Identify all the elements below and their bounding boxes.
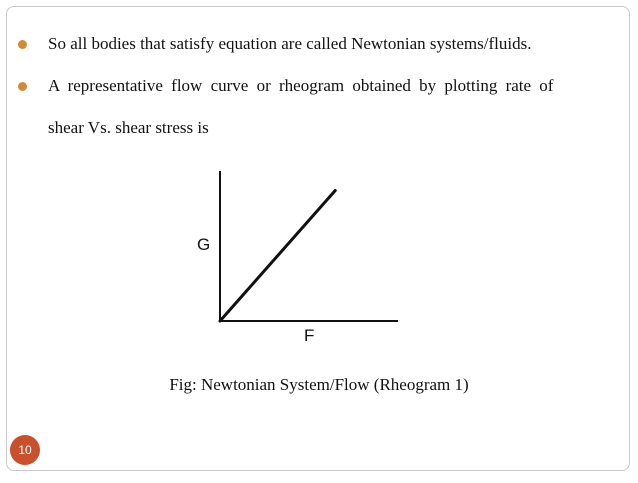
bullet-text-line2: shear Vs. shear stress is [48, 118, 209, 137]
series-layer [220, 191, 335, 322]
figure-caption: Fig: Newtonian System/Flow (Rheogram 1) [169, 375, 469, 394]
bullet-text: So all bodies that satisfy equation are called Newtonian systems/fluids. [48, 34, 532, 53]
page-number-badge: 10 [10, 435, 40, 465]
series-line-0 [220, 191, 335, 322]
x-axis-label: F [304, 326, 315, 345]
y-axis-label: G [197, 235, 211, 254]
bullet-text-line1: A representative flow curve or rheogram obtained by plotting rate of [48, 76, 554, 95]
